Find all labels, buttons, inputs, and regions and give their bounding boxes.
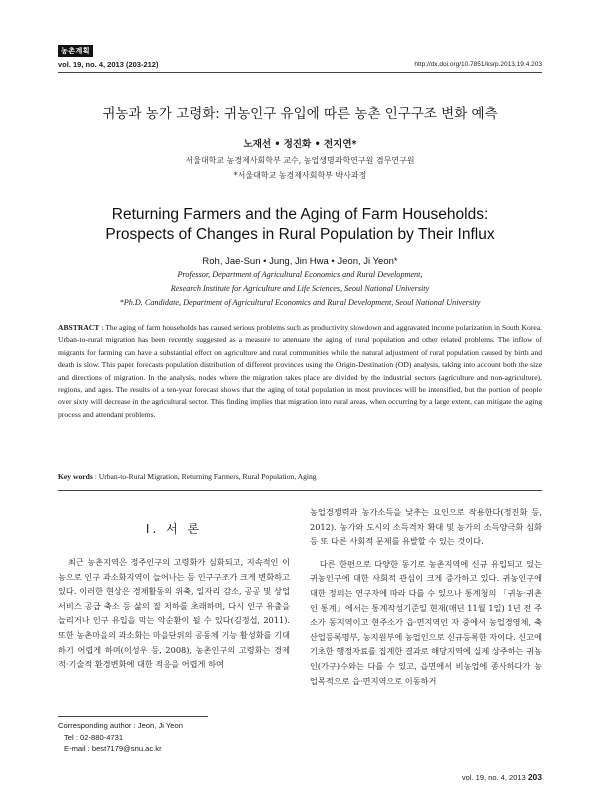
affiliation-english-3: *Ph.D. Candidate, Department of Agricultural Economics and Rural Development, Seoul National University [119,298,481,307]
body-column-left [58,555,290,672]
body-paragraph: 최근 농촌지역은 정주인구의 고령화가 심화되고, 지속적인 이농으로 인구 과소화지역이 늘어나는 등 인구구조가 크게 변화하고 있다. 이러한 현상은 경제활동의 위축, 일자리 감소, 공공 및 상업서비스 공급 축소 등 삶의 질 저하를 초래하며, 다시 인구 유출을 늘리거나 인구 유입을 막는 악순환이 될 수 있다(김정섭, 2011). 또한 농촌마을의 과소화는 마을단위의 공동체 기능 활성화를 기대하기 어렵게 하며(이성우 등, 2008), 농촌인구의 고령화는 경제적·기술적 환경변화에 대한 적응을 어렵게 하여 [58,557,290,670]
body-paragraph: 다른 한편으로 다양한 동기로 농촌지역에 신규 유입되고 있는 귀농인구에 대한 사회적 관심이 크게 증가하고 있다. 귀농인구에 대한 정의는 연구자에 따라 다를 수 있으나 통계청의 「귀농·귀촌인 통계」에서는 통계작성기준일 현재(매년 11월 1일) 1년 전 주소가 동지역이고 현주소가 읍·면지역인 자 중에서 농업경영체, 축산업등록명부, 농지원부에 농업인으로 신규등록한 자이다. 신고에 기초한 행정자료를 집계한 결과로 해당지역에 실제 상주하는 귀농인(가구)수와는 다를 수 있고, 읍면에서 비농업에 종사하다가 농업목적으로 읍·면지역으로 이동하거 [310,558,542,686]
page-footer [462,772,542,782]
correspondence [58,720,183,755]
volume-line: vol. 19, no. 4, 2013 (203-212) [58,60,159,69]
keywords [58,472,542,481]
section-heading: I. 서 론 [145,522,203,536]
body-column-right [310,505,542,688]
title-english-line-2: Prospects of Changes in Rural Population by Their Influx [105,226,495,243]
doi-link[interactable]: http://dx.doi.org/10.7851/ksrp.2013.19.4.203 [414,61,542,68]
author-tel: Tel : 02-880-4731 [64,732,124,742]
author-email[interactable]: E-mail : best7179@snu.ac.kr [64,744,162,753]
keywords-text: : Urban-to-Rural Migration, Returning Farmers, Rural Population, Aging [94,472,317,481]
footer-volume: vol. 19, no. 4, 2013 [461,773,526,782]
title-english-line-1: Returning Farmers and the Aging of Farm Households: [111,206,489,223]
abstract [58,322,542,421]
affiliation-korean-1: 서울대학교 농경제사회학부 교수, 농업생명과학연구원 겸무연구원 [185,156,415,165]
journal-badge: 농촌계획 [58,45,93,57]
keywords-label: Key words [58,472,93,481]
corresponding-author: Corresponding author : Jeon, Ji Yeon [58,721,183,730]
page-number: 203 [527,772,542,782]
authors-korean: 노재선 • 정진화 • 전지연* [243,139,357,150]
affiliation-english-2: Research Institute for Agriculture and Life Sciences, Seoul National University [170,284,430,293]
title-english [30,205,570,245]
affiliation-english-1: Professor, Department of Agricultural Economics and Rural Development, [177,270,423,279]
abstract-text: : The aging of farm households has caused serious problems such as productivity slowdown and aggravated income polarization in South Korea. Urban-to-rural migration has been recently suggested as a measure to attenuate the aging of rural population and other related problems. The inflow of migrants for farming can have a substantial effect on agriculture and rural communities while the natural adjustment of rural population caused by birth and death is slow. This paper forecasts population distribution of different provinces using the Origin-Destination (OD) analysis, taking into account both the size and directions of migration. In the analysis, nodes where the migration takes place are divided by the industrial sectors (agriculture and non-agriculture), regions, and ages. The results of a ten-year forecast shows that the aging of total population in most provinces will be intensified, but the portion of people over sixty will decrease in the agricultural sector. This finding implies that migration into rural areas, when occurring by a large extent, can mitigate the aging process and attendant problems. [58,323,543,419]
authors-english: Roh, Jae-Sun • Jung, Jin Hwa • Jeon, Ji Yeon* [202,256,398,267]
abstract-label: ABSTRACT [58,323,100,332]
affiliation-korean-2: *서울대학교 농경제사회학부 박사과정 [233,171,367,180]
keywords-rule [58,490,542,491]
body-paragraph: 농업경쟁력과 농가소득을 낮추는 요인으로 작용한다(정진화 등, 2012). 농가와 도시의 소득격차 확대 및 농가의 소득양극화 심화 등 또 다른 사회적 문제를 유발할 수 있는 것이다. [310,507,542,547]
header-rule [58,72,542,73]
title-korean: 귀농과 농가 고령화: 귀농인구 유입에 따른 농촌 인구구조 변화 예측 [102,106,498,122]
footnote-rule [58,716,208,717]
